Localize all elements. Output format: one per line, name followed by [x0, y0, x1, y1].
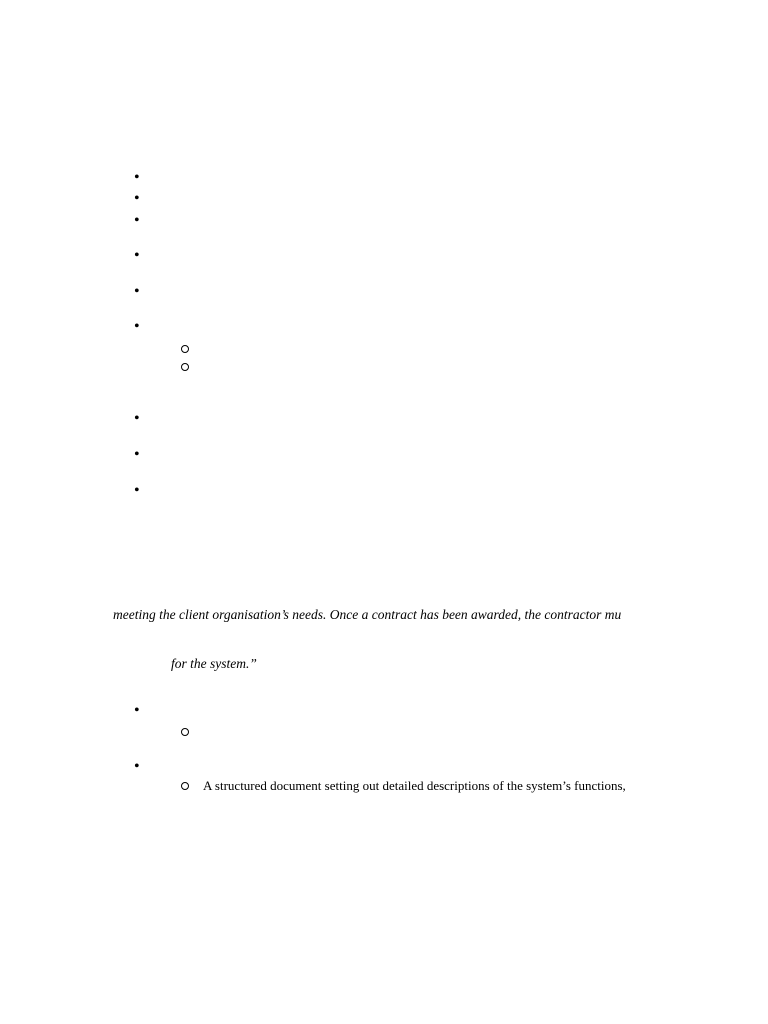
list-bullet-5: •	[134, 283, 140, 300]
quote-line-2: for the system.”	[171, 656, 257, 671]
sub-list-circle-3	[181, 728, 189, 736]
list-bullet-9: •	[134, 482, 140, 499]
list-bullet-1: •	[134, 169, 140, 186]
list-bullet-11: •	[134, 758, 140, 775]
list-bullet-8: •	[134, 446, 140, 463]
list-bullet-7: •	[134, 410, 140, 427]
sub-item-text: A structured document setting out detailed descriptions of the system’s functions,	[203, 778, 626, 793]
list-bullet-2: •	[134, 190, 140, 207]
sub-list-circle-1	[181, 345, 189, 353]
list-bullet-6: •	[134, 318, 140, 335]
quote-line-1: meeting the client organisation’s needs. Once a contract has been awarded, the contractor mu	[113, 607, 622, 622]
list-bullet-3: •	[134, 212, 140, 229]
list-bullet-4: •	[134, 247, 140, 264]
sub-list-circle-2	[181, 363, 189, 371]
sub-list-circle-4	[181, 782, 189, 790]
list-bullet-10: •	[134, 702, 140, 719]
